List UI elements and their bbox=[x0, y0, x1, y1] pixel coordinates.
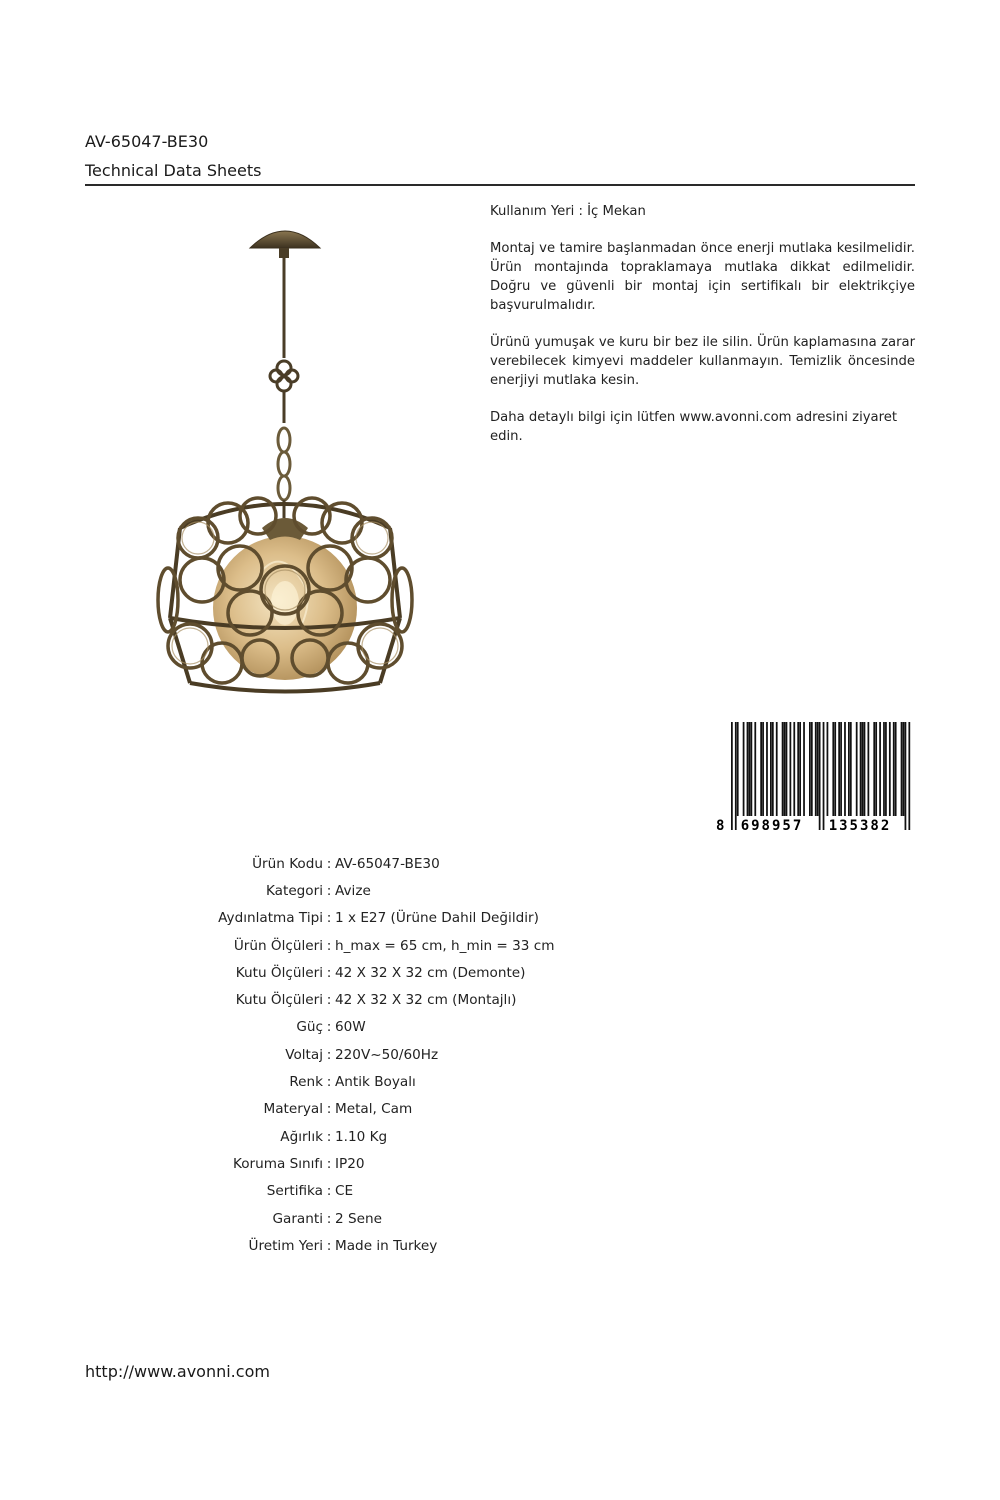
spec-separator: : bbox=[326, 1019, 332, 1036]
barcode-bar bbox=[885, 722, 887, 816]
spec-separator: : bbox=[326, 937, 332, 954]
spec-separator: : bbox=[326, 1155, 332, 1172]
spec-label: Voltaj bbox=[285, 1046, 323, 1063]
spec-row bbox=[150, 1123, 554, 1150]
spec-separator: : bbox=[326, 855, 332, 872]
spec-label: Ürün Kodu bbox=[252, 855, 323, 872]
barcode-bar bbox=[838, 722, 840, 816]
spec-row bbox=[150, 1041, 554, 1068]
barcode-bar bbox=[893, 722, 895, 816]
spec-row bbox=[150, 1150, 554, 1177]
spec-row bbox=[150, 1096, 554, 1123]
barcode-bar bbox=[905, 722, 907, 830]
spec-row bbox=[150, 932, 554, 959]
barcode-bar bbox=[850, 722, 852, 816]
barcode-bar bbox=[895, 722, 897, 816]
barcode-bar bbox=[860, 722, 862, 816]
spec-separator: : bbox=[326, 1237, 332, 1254]
website-note: Daha detaylı bilgi için lütfen www.avonni.com adresini ziyaret edin. bbox=[490, 410, 898, 444]
barcode-bar bbox=[737, 722, 739, 816]
spec-label: Güç bbox=[296, 1019, 323, 1036]
spec-value: Made in Turkey bbox=[335, 1237, 438, 1254]
barcode-bar bbox=[908, 722, 910, 830]
spec-label: Sertifika bbox=[266, 1183, 323, 1200]
spec-value: 220V~50/60Hz bbox=[335, 1046, 439, 1063]
barcode-bar bbox=[782, 722, 784, 816]
spec-separator: : bbox=[326, 964, 332, 981]
spec-row bbox=[150, 1014, 554, 1041]
barcode-bar bbox=[875, 722, 877, 816]
header-divider bbox=[85, 184, 915, 186]
spec-value: AV-65047-BE30 bbox=[335, 855, 440, 872]
spec-separator: : bbox=[326, 910, 332, 927]
spec-value: Metal, Cam bbox=[335, 1101, 413, 1118]
spec-row bbox=[150, 850, 554, 877]
barcode-bar bbox=[848, 722, 850, 816]
barcode-bar bbox=[868, 722, 870, 816]
barcode-bar bbox=[901, 722, 903, 816]
spec-value: 42 X 32 X 32 cm (Demonte) bbox=[335, 964, 526, 981]
barcode-bar bbox=[786, 722, 788, 816]
spec-separator: : bbox=[326, 1046, 332, 1063]
barcode-bar bbox=[762, 722, 764, 816]
barcode-bar bbox=[790, 722, 792, 816]
barcode-bar bbox=[811, 722, 813, 816]
barcode-bar bbox=[883, 722, 885, 816]
spec-table bbox=[150, 850, 554, 1259]
barcode-left-digits: 698957 bbox=[740, 818, 804, 834]
spec-label: Garanti bbox=[272, 1210, 323, 1227]
barcode-bar bbox=[819, 722, 821, 830]
spec-separator: : bbox=[326, 1074, 332, 1091]
spec-row bbox=[150, 905, 554, 932]
spec-value: Antik Boyalı bbox=[335, 1074, 416, 1091]
spec-value: 60W bbox=[335, 1019, 366, 1036]
barcode-bar bbox=[766, 722, 768, 816]
spec-separator: : bbox=[326, 1183, 332, 1200]
spec-row bbox=[150, 986, 554, 1013]
spec-row bbox=[150, 959, 554, 986]
spec-row bbox=[150, 877, 554, 904]
usage-info bbox=[490, 202, 915, 464]
barcode-bar bbox=[815, 722, 817, 816]
barcode-bar bbox=[856, 722, 858, 816]
spec-label: Kategori bbox=[265, 882, 323, 899]
spec-label: Materyal bbox=[263, 1101, 323, 1118]
product-image bbox=[150, 218, 415, 698]
spec-label: Kutu Ölçüleri bbox=[235, 964, 323, 981]
barcode-bar bbox=[873, 722, 875, 816]
barcode-bar bbox=[803, 722, 805, 816]
spec-separator: : bbox=[326, 1210, 332, 1227]
product-code-heading: AV-65047-BE30 bbox=[85, 132, 209, 151]
spec-value: 1.10 Kg bbox=[335, 1128, 388, 1145]
barcode-bar bbox=[809, 722, 811, 816]
barcode-bar bbox=[760, 722, 762, 816]
sheet-title: Technical Data Sheets bbox=[85, 161, 262, 180]
barcode-bar bbox=[840, 722, 842, 816]
barcode-right-digits: 135382 bbox=[828, 818, 892, 834]
spec-value: h_max = 65 cm, h_min = 33 cm bbox=[335, 937, 555, 954]
spec-separator: : bbox=[326, 1101, 332, 1118]
spec-separator: : bbox=[326, 992, 332, 1009]
spec-value: IP20 bbox=[335, 1155, 365, 1172]
barcode-bar bbox=[749, 722, 751, 816]
barcode-bar bbox=[735, 722, 737, 830]
barcode-bar bbox=[754, 722, 756, 816]
spec-value: 2 Sene bbox=[335, 1210, 382, 1227]
barcode-bar bbox=[879, 722, 881, 816]
barcode-bar bbox=[827, 722, 829, 816]
barcode-bar bbox=[903, 722, 905, 816]
safety-note: Montaj ve tamire başlanmadan önce enerji mutlaka kesilmelidir. Ürün montajında topraklamaya mutlaka dikkat edilmelidir. Doğru ve güvenli bir montaj için sertifikalı bir elektrikçiye başvurulmalıdır. bbox=[490, 241, 915, 313]
barcode-bar bbox=[817, 722, 819, 816]
spec-label: Kutu Ölçüleri bbox=[235, 992, 323, 1009]
barcode-bar bbox=[844, 722, 846, 816]
spec-label: Ağırlık bbox=[280, 1128, 323, 1145]
barcode-first-digit: 8 bbox=[716, 818, 725, 834]
spec-label: Aydınlatma Tipi bbox=[218, 910, 323, 927]
spec-value: 42 X 32 X 32 cm (Montajlı) bbox=[335, 992, 517, 1009]
barcode-bar bbox=[731, 722, 733, 830]
barcode-bar bbox=[743, 722, 745, 816]
spec-value: Avize bbox=[335, 882, 371, 899]
spec-value: 1 x E27 (Ürüne Dahil Değildir) bbox=[335, 910, 539, 927]
spec-separator: : bbox=[326, 1128, 332, 1145]
barcode-bars bbox=[731, 722, 910, 830]
spec-row bbox=[150, 1068, 554, 1095]
spec-separator: : bbox=[326, 882, 332, 899]
barcode-bar bbox=[834, 722, 836, 816]
barcode-bar bbox=[797, 722, 799, 816]
cleaning-note: Ürünü yumuşak ve kuru bir bez ile silin. Ürün kaplamasına zarar verebilecek kimyevi maddeler kullanmayın. Temizlik öncesinde enerjiyi mutlaka kesin. bbox=[490, 335, 915, 388]
barcode-bar bbox=[862, 722, 864, 816]
barcode-bar bbox=[832, 722, 834, 816]
usage-location: Kullanım Yeri : İç Mekan bbox=[490, 204, 646, 219]
barcode-bar bbox=[772, 722, 774, 816]
spec-value: CE bbox=[335, 1183, 354, 1200]
barcode-bar bbox=[889, 722, 891, 816]
barcode-bar bbox=[823, 722, 825, 830]
spec-label: Üretim Yeri bbox=[248, 1237, 323, 1254]
footer-url[interactable]: http://www.avonni.com bbox=[85, 1362, 270, 1381]
barcode-bar bbox=[784, 722, 786, 816]
spec-row bbox=[150, 1205, 554, 1232]
barcode-bar bbox=[747, 722, 749, 816]
barcode-bar bbox=[776, 722, 778, 816]
barcode-bar bbox=[793, 722, 795, 816]
spec-row bbox=[150, 1232, 554, 1259]
barcode bbox=[715, 722, 915, 834]
spec-label: Koruma Sınıfı bbox=[232, 1155, 323, 1172]
barcode-bar bbox=[770, 722, 772, 816]
spec-label: Ürün Ölçüleri bbox=[233, 937, 323, 954]
spec-label: Renk bbox=[289, 1074, 323, 1091]
spec-row bbox=[150, 1178, 554, 1205]
barcode-bar bbox=[864, 722, 866, 816]
barcode-bar bbox=[799, 722, 801, 816]
barcode-bar bbox=[751, 722, 753, 816]
